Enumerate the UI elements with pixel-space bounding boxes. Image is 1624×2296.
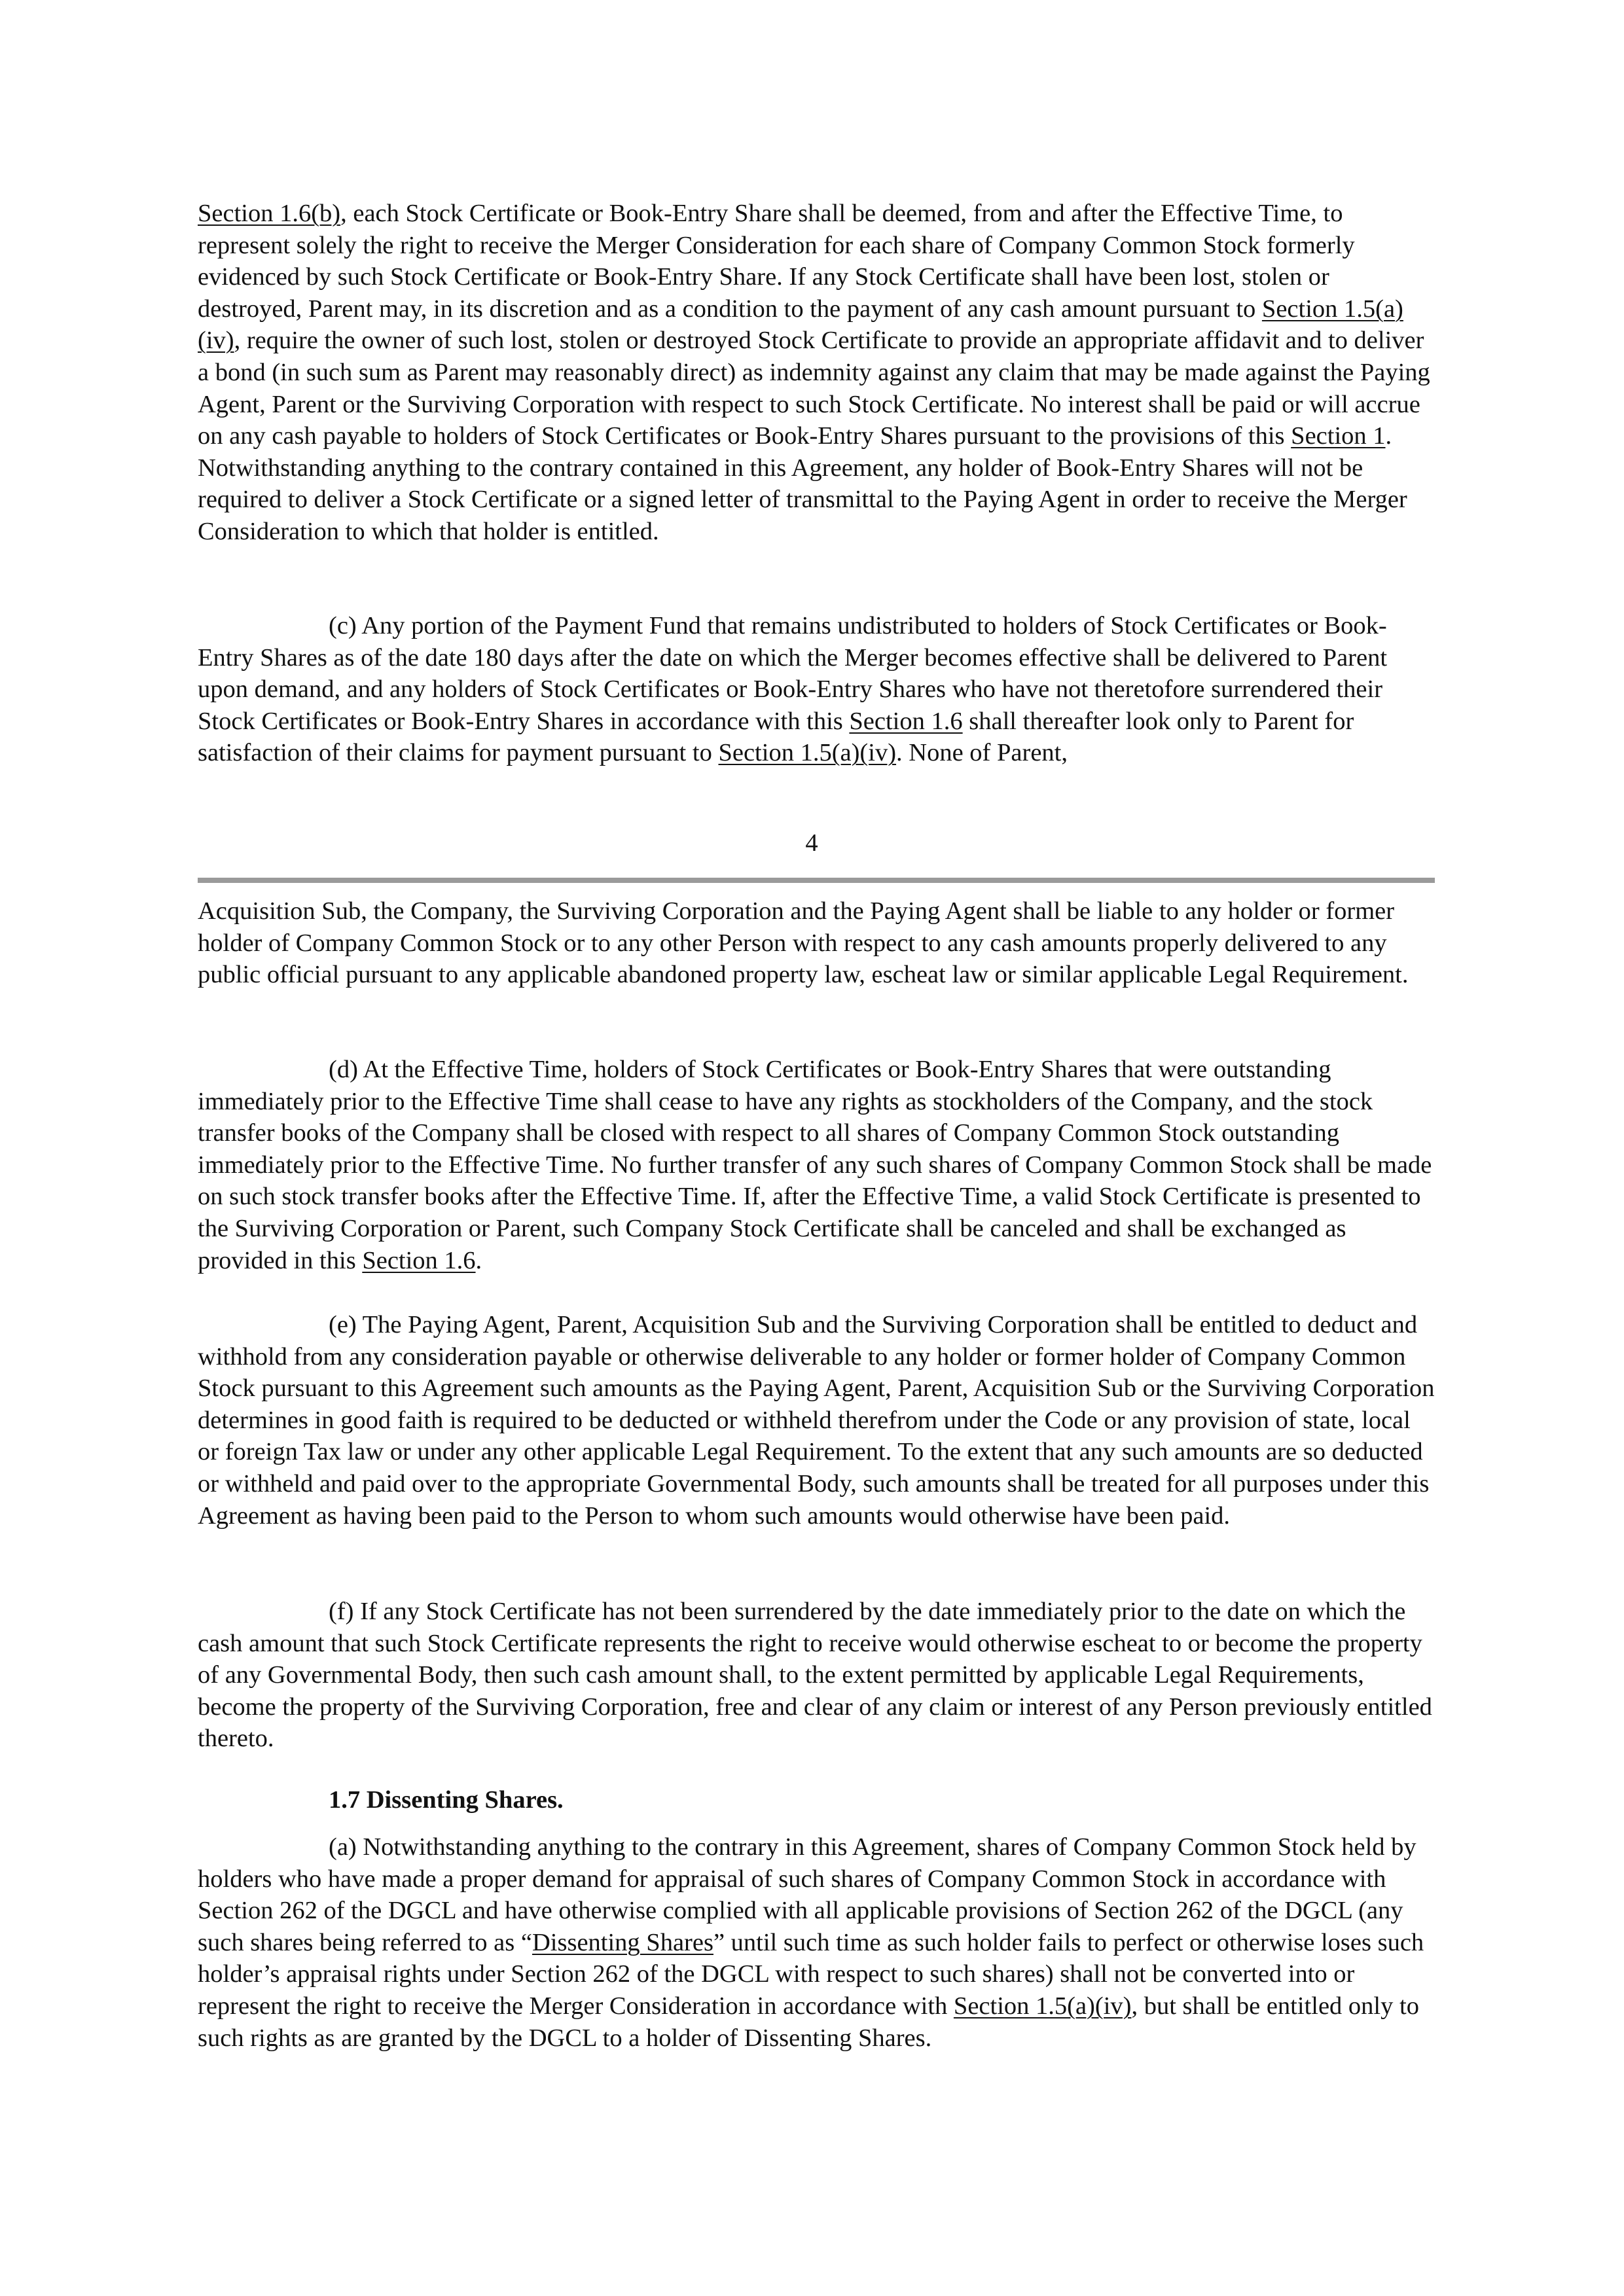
paragraph-text: .: [475, 1246, 482, 1274]
paragraph-1-7a: [198, 1831, 1435, 2054]
cross-reference-section-1-5aiv: Section 1.5(a)(iv): [198, 295, 1403, 355]
paragraph-c-continued: Acquisition Sub, the Company, the Surviving Corporation and the Paying Agent shall be liable to any holder or former holder of Company Common Stock or to any other Person with respect to any cash amounts properly delivered to any public official pursuant to any applicable abandoned property law, escheat law or similar applicable Legal Requirement.: [198, 897, 1409, 989]
page-number: 4: [805, 829, 818, 857]
paragraph-text: . None of Parent,: [896, 739, 1068, 767]
paragraph-text: ” until such time as such holder fails to perfect or otherwise loses such holder’s appraisal rights under Section 262 of the DGCL with respect to such shares) shall not be converted into or represent the right to receive the Merger Consideration in accordance with: [198, 1928, 1424, 2020]
cross-reference-section-1-5aiv: Section 1.5(a)(iv): [953, 1992, 1132, 2020]
paragraph-text: shall thereafter look only to Parent for satisfaction of their claims for payment pursuant to: [198, 707, 1354, 767]
paragraph-text: , require the owner of such lost, stolen or destroyed Stock Certificate to provide an appropriate affidavit and to deliver a bond (in such sum as Parent may reasonably direct) as indemnity against any claim that may be made against the Paying Agent, Parent or the Surviving Corporation with respect to such Stock Certificate. No interest shall be paid or will accrue on any cash payable to holders of Stock Certificates or Book-Entry Shares pursuant to the provisions of this: [198, 327, 1430, 450]
paragraph-text: (c) Any portion of the Payment Fund that remains undistributed to holders of Stock Certificates or Book-Entry Shares as of the date 180 days after the date on which the Merger becomes effective shall be delivered to Parent upon demand, and any holders of Stock Certificates or Book-Entry Shares who have not theretofore surrendered their Stock Certificates or Book-Entry Shares in accordance with this: [198, 612, 1388, 735]
cross-reference-section-1-6: Section 1.6: [849, 707, 963, 735]
paragraph-c: [198, 610, 1435, 769]
paragraph-text: , but shall be entitled only to such rights as are granted by the DGCL to a holder of Dissenting Shares.: [198, 1992, 1419, 2052]
paragraph-d: [198, 1054, 1435, 1276]
cross-reference-section-1: Section 1: [1291, 422, 1386, 450]
paragraph-e: (e) The Paying Agent, Parent, Acquisition Sub and the Surviving Corporation shall be entitled to deduct and withhold from any consideration payable or otherwise deliverable to any holder or former holder of Company Common Stock pursuant to this Agreement such amounts as the Paying Agent, Parent, Acquisition Sub or the Surviving Corporation determines in good faith is required to be deducted or withheld therefrom under the Code or any provision of state, local or foreign Tax law or under any other applicable Legal Requirement. To the extent that any such amounts are so deducted or withheld and paid over to the appropriate Governmental Body, such amounts shall be treated for all purposes under this Agreement as having been paid to the Person to whom such amounts would otherwise have been paid.: [198, 1311, 1435, 1530]
paragraph-b-continued: [198, 198, 1435, 548]
paragraph-text: , each Stock Certificate or Book-Entry Share shall be deemed, from and after the Effective Time, to represent solely the right to receive the Merger Consideration for each share of Company Common Stock formerly evidenced by such Stock Certificate or Book-Entry Share. If any Stock Certificate shall have been lost, stolen or destroyed, Parent may, in its discretion and as a condition to the payment of any cash amount pursuant to: [198, 200, 1355, 323]
paragraph-f: (f) If any Stock Certificate has not been surrendered by the date immediately prior to the date on which the cash amount that such Stock Certificate represents the right to receive would otherwise escheat to or become the property of any Governmental Body, then such cash amount shall, to the extent permitted by applicable Legal Requirements, become the property of the Surviving Corporation, free and clear of any claim or interest of any Person previously entitled thereto.: [198, 1598, 1432, 1753]
paragraph-text: (a) Notwithstanding anything to the contrary in this Agreement, shares of Company Common Stock held by holders who have made a proper demand for appraisal of such shares of Company Common Stock in accordance with Section 262 of the DGCL and have otherwise complied with all applicable provisions of Section 262 of the DGCL (any such shares being referred to as “: [198, 1833, 1416, 1956]
defined-term-dissenting-shares: Dissenting Shares: [532, 1928, 713, 1956]
cross-reference-section-1-5aiv: Section 1.5(a)(iv): [718, 739, 897, 767]
paragraph-text: . Notwithstanding anything to the contrary contained in this Agreement, any holder of Book-Entry Shares will not be required to deliver a Stock Certificate or a signed letter of transmittal to the Paying Agent in order to receive the Merger Consideration to which that holder is entitled.: [198, 422, 1407, 545]
page-break-divider: [198, 878, 1435, 883]
section-heading-1-7: 1.7 Dissenting Shares.: [329, 1786, 564, 1814]
cross-reference-section-1-6: Section 1.6: [362, 1246, 476, 1274]
cross-reference-section-1-6b: Section 1.6(b): [198, 200, 341, 227]
paragraph-text: (d) At the Effective Time, holders of Stock Certificates or Book-Entry Shares that were outstanding immediately prior to the Effective Time shall cease to have any rights as stockholders of the Company, and the stock transfer books of the Company shall be closed with respect to all shares of Company Common Stock outstanding immediately prior to the Effective Time. No further transfer of any such shares of Company Common Stock shall be made on such stock transfer books after the Effective Time. If, after the Effective Time, a valid Stock Certificate is presented to the Surviving Corporation or Parent, such Company Stock Certificate shall be canceled and shall be exchanged as provided in this: [198, 1056, 1432, 1274]
